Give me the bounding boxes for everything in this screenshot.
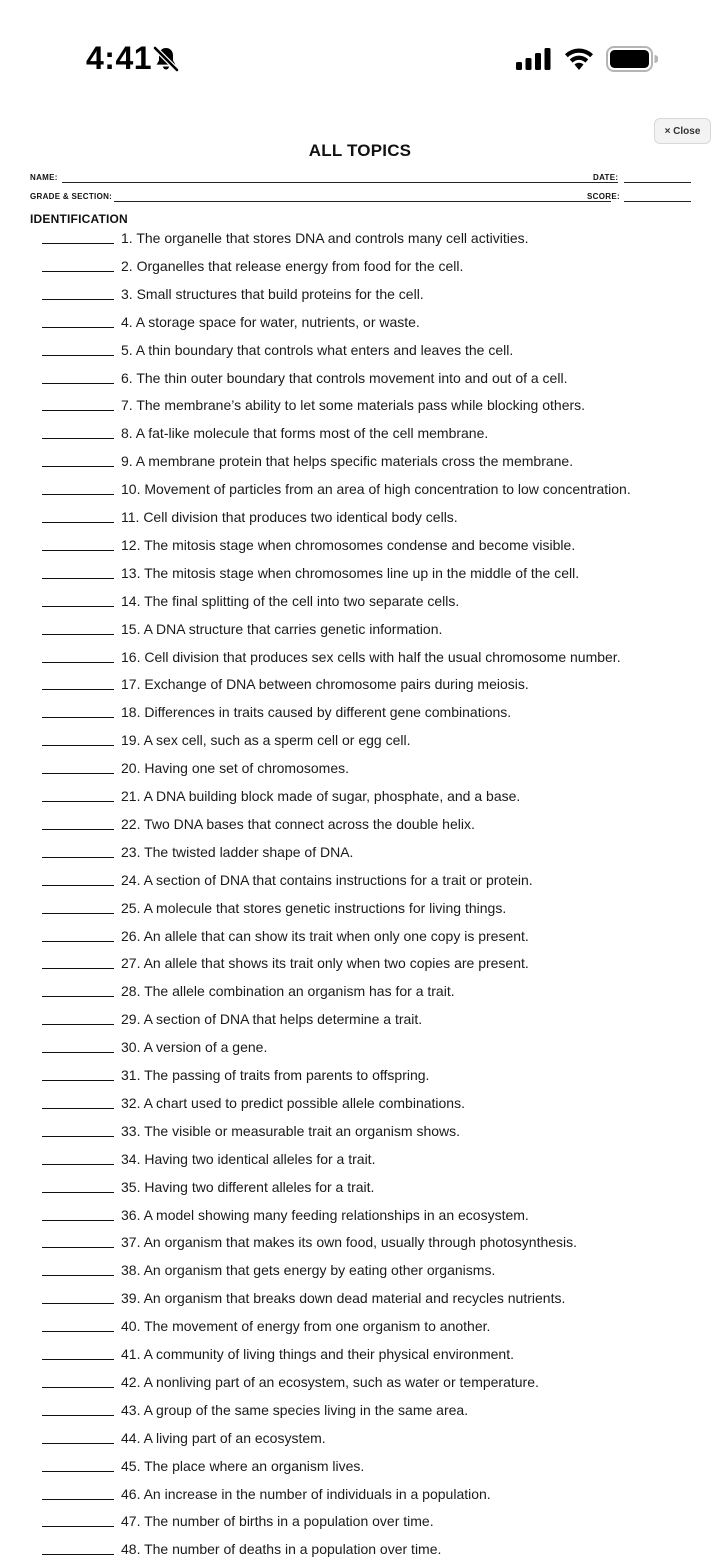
answer-blank[interactable] xyxy=(42,1526,114,1527)
answer-blank[interactable] xyxy=(42,1108,114,1109)
question-item xyxy=(0,672,720,700)
grade-section-line xyxy=(114,201,611,202)
grade-score-row xyxy=(30,192,691,206)
name-label: NAME: xyxy=(30,173,58,182)
question-text: 22. Two DNA bases that connect across the double helix. xyxy=(121,815,475,832)
question-item xyxy=(0,1509,720,1537)
status-bar xyxy=(0,0,720,110)
question-text: 46. An increase in the number of individuals in a population. xyxy=(121,1485,491,1502)
question-text: 35. Having two different alleles for a trait. xyxy=(121,1178,375,1195)
cellular-signal-icon xyxy=(516,48,552,70)
question-item xyxy=(0,254,720,282)
answer-blank[interactable] xyxy=(42,1443,114,1444)
question-text: 28. The allele combination an organism has for a trait. xyxy=(121,983,455,1000)
answer-blank[interactable] xyxy=(42,522,114,523)
answer-blank[interactable] xyxy=(42,1554,114,1555)
question-text: 18. Differences in traits caused by different gene combinations. xyxy=(121,704,512,721)
answer-blank[interactable] xyxy=(42,773,114,774)
score-label: SCORE: xyxy=(587,192,620,201)
answer-blank[interactable] xyxy=(42,438,114,439)
question-text: 32. A chart used to predict possible allele combinations. xyxy=(121,1094,465,1111)
answer-blank[interactable] xyxy=(42,1471,114,1472)
question-item xyxy=(0,589,720,617)
question-item xyxy=(0,1537,720,1565)
question-item xyxy=(0,310,720,338)
name-line xyxy=(62,182,618,183)
answer-blank[interactable] xyxy=(42,243,114,244)
answer-blank[interactable] xyxy=(42,578,114,579)
answer-blank[interactable] xyxy=(42,1024,114,1025)
question-item xyxy=(0,1482,720,1510)
answer-blank[interactable] xyxy=(42,494,114,495)
question-item xyxy=(0,728,720,756)
question-item xyxy=(0,868,720,896)
question-text: 20. Having one set of chromosomes. xyxy=(121,760,350,777)
question-item xyxy=(0,1286,720,1314)
question-text: 12. The mitosis stage when chromosomes condense and become visible. xyxy=(121,536,576,553)
answer-blank[interactable] xyxy=(42,271,114,272)
question-item xyxy=(0,1203,720,1231)
answer-blank[interactable] xyxy=(42,1080,114,1081)
question-item xyxy=(0,533,720,561)
question-text: 48. The number of deaths in a population over time. xyxy=(121,1541,442,1558)
question-text: 31. The passing of traits from parents to offspring. xyxy=(121,1067,430,1083)
question-text: 41. A community of living things and their physical environment. xyxy=(121,1346,514,1362)
question-text: 17. Exchange of DNA between chromosome pairs during meiosis. xyxy=(121,676,529,693)
question-text: 6. The thin outer boundary that controls movement into and out of a cell. xyxy=(121,369,568,386)
date-line xyxy=(624,182,691,183)
question-item xyxy=(0,924,720,952)
wifi-icon xyxy=(563,45,595,71)
question-item xyxy=(0,1147,720,1175)
question-item xyxy=(0,1370,720,1398)
question-text: 43. A group of the same species living in the same area. xyxy=(121,1401,469,1418)
answer-blank[interactable] xyxy=(42,857,114,858)
answer-blank[interactable] xyxy=(42,689,114,690)
question-item xyxy=(0,1063,720,1091)
question-item xyxy=(0,477,720,505)
answer-blank[interactable] xyxy=(42,1136,114,1137)
answer-blank[interactable] xyxy=(42,1247,114,1248)
answer-blank[interactable] xyxy=(42,550,114,551)
answer-blank[interactable] xyxy=(42,327,114,328)
question-text: 44. A living part of an ecosystem. xyxy=(121,1429,326,1446)
question-item xyxy=(0,812,720,840)
question-text: 5. A thin boundary that controls what enters and leaves the cell. xyxy=(121,341,514,358)
page-title: ALL TOPICS xyxy=(308,141,412,160)
question-item xyxy=(0,393,720,421)
question-text: 34. Having two identical alleles for a trait. xyxy=(121,1150,376,1167)
answer-blank[interactable] xyxy=(42,1164,114,1165)
bell-slash-icon xyxy=(152,45,180,73)
question-text: 36. A model showing many feeding relationships in an ecosystem. xyxy=(121,1206,529,1223)
question-item xyxy=(0,1007,720,1035)
question-item xyxy=(0,505,720,533)
question-item xyxy=(0,1426,720,1454)
question-item xyxy=(0,1175,720,1203)
question-item xyxy=(0,617,720,645)
question-item xyxy=(0,1119,720,1147)
answer-blank[interactable] xyxy=(42,410,114,411)
question-item xyxy=(0,756,720,784)
answer-blank[interactable] xyxy=(42,1303,114,1304)
question-text: 24. A section of DNA that contains instructions for a trait or protein. xyxy=(121,871,533,888)
question-item xyxy=(0,840,720,868)
answer-blank[interactable] xyxy=(42,885,114,886)
answer-blank[interactable] xyxy=(42,355,114,356)
question-item xyxy=(0,1258,720,1286)
question-item xyxy=(0,449,720,477)
question-item xyxy=(0,700,720,728)
question-item xyxy=(0,896,720,924)
question-text: 4. A storage space for water, nutrients, or waste. xyxy=(121,313,420,330)
answer-blank[interactable] xyxy=(42,1331,114,1332)
answer-blank[interactable] xyxy=(42,1415,114,1416)
status-time: 4:41 xyxy=(86,40,153,76)
date-label: DATE: xyxy=(593,173,619,182)
question-item xyxy=(0,951,720,979)
grade-section-label: GRADE & SECTION: xyxy=(30,192,113,201)
question-text: 26. An allele that can show its trait when only one copy is present. xyxy=(121,927,529,944)
answer-blank[interactable] xyxy=(42,1387,114,1388)
question-item xyxy=(0,366,720,394)
question-text: 1. The organelle that stores DNA and controls many cell activities. xyxy=(121,230,529,246)
question-text: 38. An organism that gets energy by eating other organisms. xyxy=(121,1262,496,1279)
question-text: 23. The twisted ladder shape of DNA. xyxy=(121,843,354,860)
question-item xyxy=(0,1091,720,1119)
question-text: 11. Cell division that produces two identical body cells. xyxy=(121,509,458,525)
question-text: 14. The final splitting of the cell into two separate cells. xyxy=(121,592,460,609)
question-text: 16. Cell division that produces sex cells with half the usual chromosome number. xyxy=(121,648,621,665)
answer-blank[interactable] xyxy=(42,1052,114,1053)
question-text: 8. A fat-like molecule that forms most of the cell membrane. xyxy=(121,425,489,442)
question-text: 21. A DNA building block made of sugar, phosphate, and a base. xyxy=(121,788,521,804)
question-text: 27. An allele that shows its trait only when two copies are present. xyxy=(121,955,529,972)
question-text: 7. The membrane’s ability to let some materials pass while blocking others. xyxy=(121,397,586,414)
question-text: 30. A version of a gene. xyxy=(121,1039,268,1056)
answer-blank[interactable] xyxy=(42,829,114,830)
question-text: 47. The number of births in a population over time. xyxy=(121,1513,434,1530)
section-heading: IDENTIFICATION xyxy=(30,212,128,226)
question-item xyxy=(0,1230,720,1258)
battery-icon xyxy=(606,46,658,72)
question-item xyxy=(0,1314,720,1342)
answer-blank[interactable] xyxy=(42,968,114,969)
question-text: 2. Organelles that release energy from food for the cell. xyxy=(121,257,464,274)
answer-blank[interactable] xyxy=(42,383,114,384)
answer-blank[interactable] xyxy=(42,1192,114,1193)
question-text: 37. An organism that makes its own food, usually through photosynthesis. xyxy=(121,1234,578,1251)
answer-blank[interactable] xyxy=(42,745,114,746)
question-text: 3. Small structures that build proteins for the cell. xyxy=(121,285,424,302)
question-text: 19. A sex cell, such as a sperm cell or egg cell. xyxy=(121,732,411,749)
question-text: 15. A DNA structure that carries genetic information. xyxy=(121,620,443,637)
answer-blank[interactable] xyxy=(42,913,114,914)
question-text: 42. A nonliving part of an ecosystem, such as water or temperature. xyxy=(121,1373,539,1390)
name-date-row xyxy=(30,173,691,187)
question-text: 29. A section of DNA that helps determine a trait. xyxy=(121,1011,423,1028)
question-item xyxy=(0,979,720,1007)
answer-blank[interactable] xyxy=(42,662,114,663)
answer-blank[interactable] xyxy=(42,1359,114,1360)
question-item xyxy=(0,1035,720,1063)
question-item xyxy=(0,561,720,589)
answer-blank[interactable] xyxy=(42,1275,114,1276)
answer-blank[interactable] xyxy=(42,1499,114,1500)
question-item xyxy=(0,338,720,366)
answer-blank[interactable] xyxy=(42,466,114,467)
answer-blank[interactable] xyxy=(42,299,114,300)
answer-blank[interactable] xyxy=(42,1220,114,1221)
question-item xyxy=(0,1398,720,1426)
close-button[interactable]: × Close xyxy=(654,118,711,144)
answer-blank[interactable] xyxy=(42,941,114,942)
question-item xyxy=(0,226,720,254)
question-item xyxy=(0,421,720,449)
answer-blank[interactable] xyxy=(42,634,114,635)
question-text: 45. The place where an organism lives. xyxy=(121,1457,365,1474)
answer-blank[interactable] xyxy=(42,606,114,607)
question-text: 33. The visible or measurable trait an organism shows. xyxy=(121,1122,461,1139)
question-text: 39. An organism that breaks down dead material and recycles nutrients. xyxy=(121,1290,566,1307)
question-text: 40. The movement of energy from one organism to another. xyxy=(121,1318,491,1335)
question-item xyxy=(0,282,720,310)
answer-blank[interactable] xyxy=(42,717,114,718)
question-text: 10. Movement of particles from an area of high concentration to low concentration. xyxy=(121,481,631,498)
answer-blank[interactable] xyxy=(42,996,114,997)
answer-blank[interactable] xyxy=(42,801,114,802)
question-text: 9. A membrane protein that helps specific materials cross the membrane. xyxy=(121,453,574,470)
question-text: 13. The mitosis stage when chromosomes line up in the middle of the cell. xyxy=(121,564,580,581)
score-line xyxy=(624,201,691,202)
question-item xyxy=(0,1454,720,1482)
question-item xyxy=(0,1342,720,1370)
question-item xyxy=(0,784,720,812)
question-item xyxy=(0,645,720,673)
question-text: 25. A molecule that stores genetic instructions for living things. xyxy=(121,899,507,916)
